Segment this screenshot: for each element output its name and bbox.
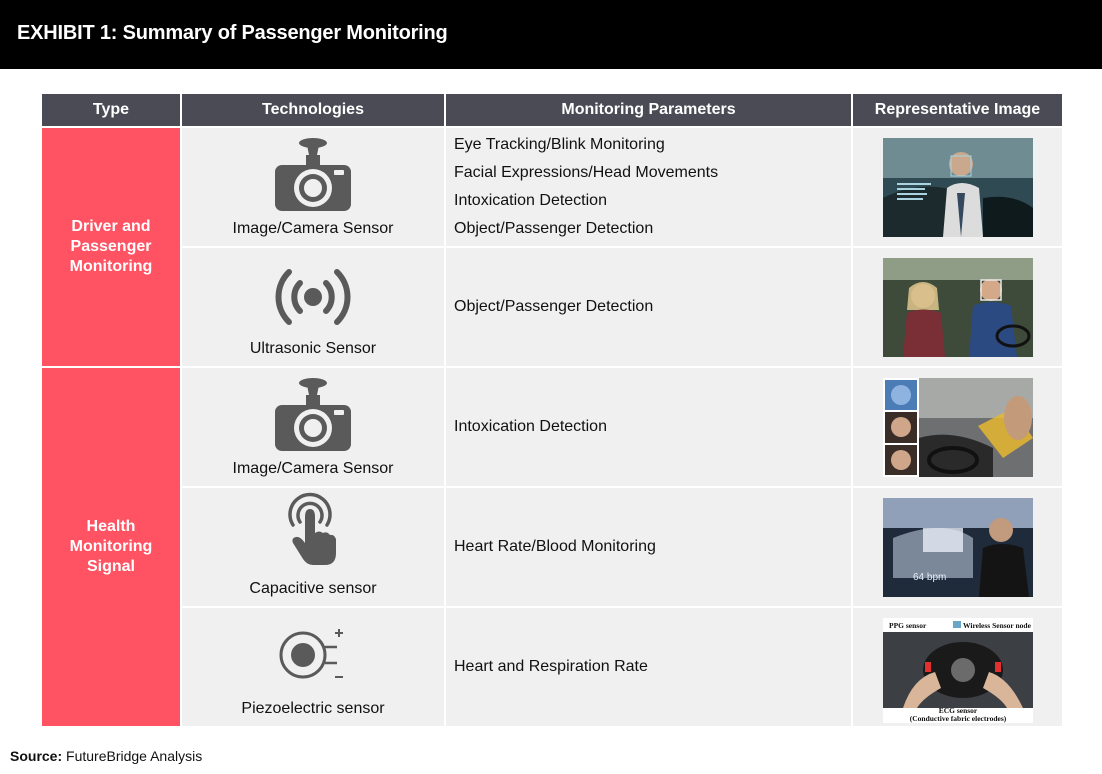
parameters-cell [445, 247, 852, 367]
table-header-row [41, 93, 1063, 127]
parameters-cell [445, 367, 852, 487]
parameter-item: Heart and Respiration Rate [454, 658, 648, 675]
parameters-cell [445, 127, 852, 247]
parameters-cell [445, 607, 852, 727]
technology-cell [181, 607, 445, 727]
steering-sensor-image [883, 618, 1033, 723]
technology-label: Ultrasonic Sensor [249, 340, 377, 357]
parameters-cell [445, 487, 852, 607]
exhibit-title: EXHIBIT 1: Summary of Passenger Monitoring [17, 22, 448, 44]
image-cell [852, 607, 1063, 727]
column-header-parameters: Monitoring Parameters [445, 93, 852, 127]
technology-label: Piezoelectric sensor [241, 700, 385, 717]
column-header-type: Type [41, 93, 181, 127]
ultrasonic-icon [182, 267, 444, 327]
technology-cell [181, 247, 445, 367]
monitoring-table [40, 92, 1064, 728]
source-text: FutureBridge Analysis [66, 748, 203, 764]
parameter-item: Intoxication Detection [454, 418, 607, 435]
source-note [10, 748, 202, 764]
column-header-image: Representative Image [852, 93, 1063, 127]
touch-finger-icon [182, 495, 444, 567]
technology-cell [181, 487, 445, 607]
table-row [41, 247, 1063, 367]
driver-eye-tracking-image [883, 138, 1033, 237]
image-cell [852, 487, 1063, 607]
parameter-item: Object/Passenger Detection [454, 220, 654, 237]
ecg-sensor-label: ECG sensor [938, 705, 977, 715]
technology-cell [181, 367, 445, 487]
image-cell [852, 367, 1063, 487]
technology-label: Image/Camera Sensor [232, 220, 394, 237]
passenger-detection-image [883, 258, 1033, 357]
parameter-item: Intoxication Detection [454, 192, 607, 209]
type-driver-passenger: Driver and Passenger Monitoring [41, 127, 181, 367]
technology-label: Image/Camera Sensor [232, 460, 394, 477]
table-row [41, 367, 1063, 487]
parameter-item: Facial Expressions/Head Movements [454, 164, 719, 181]
camera-icon [182, 137, 444, 213]
image-cell [852, 127, 1063, 247]
parameter-item: Eye Tracking/Blink Monitoring [454, 136, 665, 153]
table-row [41, 127, 1063, 247]
technology-cell [181, 127, 445, 247]
column-header-technologies: Technologies [181, 93, 445, 127]
heart-rate-readout: 64 bpm [912, 571, 946, 583]
camera-icon [182, 377, 444, 453]
parameter-item: Object/Passenger Detection [454, 298, 654, 315]
table-row [41, 607, 1063, 727]
image-cell [852, 247, 1063, 367]
electrodes-label: (Conductive fabric electrodes) [909, 713, 1006, 723]
source-label: Source: [10, 748, 63, 764]
wireless-node-label: Wireless Sensor node [962, 620, 1031, 630]
exhibit-header [0, 0, 1102, 69]
heart-rate-image [883, 498, 1033, 597]
piezo-sensor-icon [182, 625, 444, 681]
ppg-sensor-label: PPG sensor [888, 620, 926, 630]
table-row [41, 487, 1063, 607]
type-health-monitoring: Health Monitoring Signal [41, 367, 181, 727]
intoxication-detection-image [883, 378, 1033, 477]
parameter-item: Heart Rate/Blood Monitoring [454, 538, 656, 555]
technology-label: Capacitive sensor [249, 580, 377, 597]
